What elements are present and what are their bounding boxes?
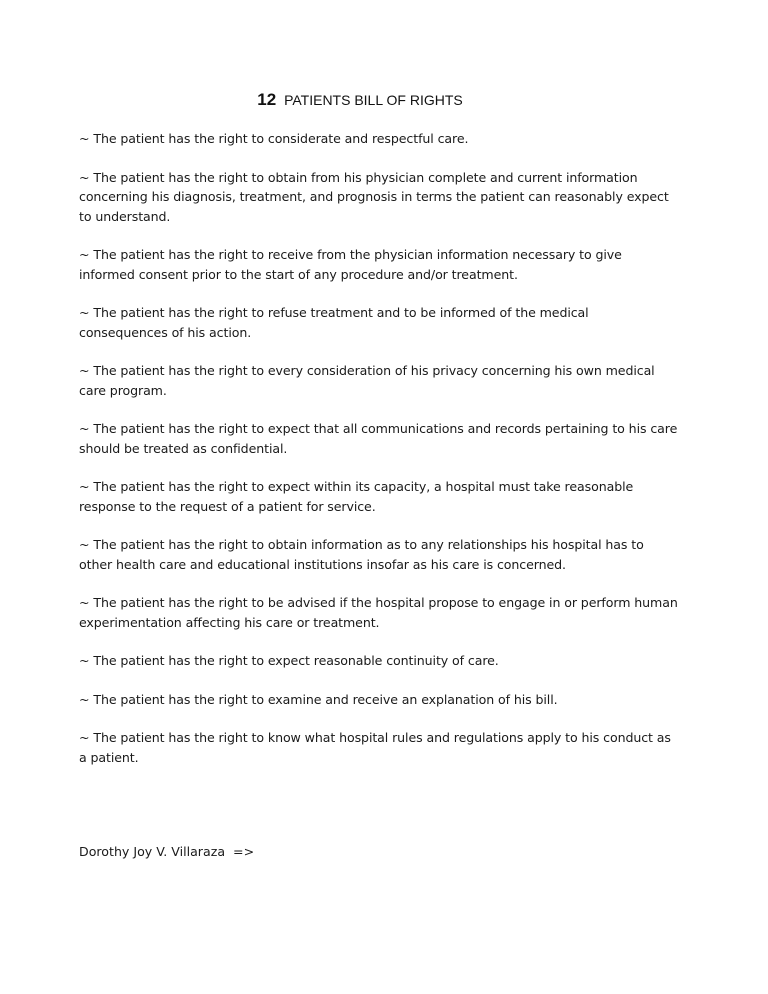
right-item: ~ The patient has the right to expect that all communications and records pertaining to his care should be treated as confidential. — [79, 421, 678, 456]
right-item: ~ The patient has the right to know what hospital rules and regulations apply to his conduct as a patient. — [79, 730, 671, 765]
right-item: ~ The patient has the right to considerate and respectful care. — [79, 131, 469, 146]
right-item: ~ The patient has the right to expect within its capacity, a hospital must take reasonable response to the request of a patient for service. — [79, 479, 634, 514]
right-item: ~ The patient has the right to receive from the physician information necessary to give informed consent prior to the start of any procedure and/or treatment. — [79, 247, 622, 282]
author-signature: Dorothy Joy V. Villaraza => — [79, 844, 255, 859]
title-number: 12 — [257, 90, 277, 109]
right-item: ~ The patient has the right to refuse treatment and to be informed of the medical consequences of his action. — [79, 305, 589, 340]
rights-list — [79, 129, 679, 786]
right-item: ~ The patient has the right to obtain information as to any relationships his hospital has to other health care and educational institutions insofar as his care is concerned. — [79, 537, 644, 572]
right-item: ~ The patient has the right to expect reasonable continuity of care. — [79, 653, 499, 668]
page-title — [0, 90, 720, 110]
right-item: ~ The patient has the right to every consideration of his privacy concerning his own medical care program. — [79, 363, 655, 398]
right-item: ~ The patient has the right to obtain from his physician complete and current information concerning his diagnosis, treatment, and prognosis in terms the patient can reasonably expect to understand. — [79, 169, 669, 224]
title-text: PATIENTS BILL OF RIGHTS — [284, 92, 463, 108]
right-item: ~ The patient has the right to be advised if the hospital propose to engage in or perform human experimentation affecting his care or treatment. — [79, 595, 678, 630]
right-item: ~ The patient has the right to examine and receive an explanation of his bill. — [79, 691, 558, 707]
